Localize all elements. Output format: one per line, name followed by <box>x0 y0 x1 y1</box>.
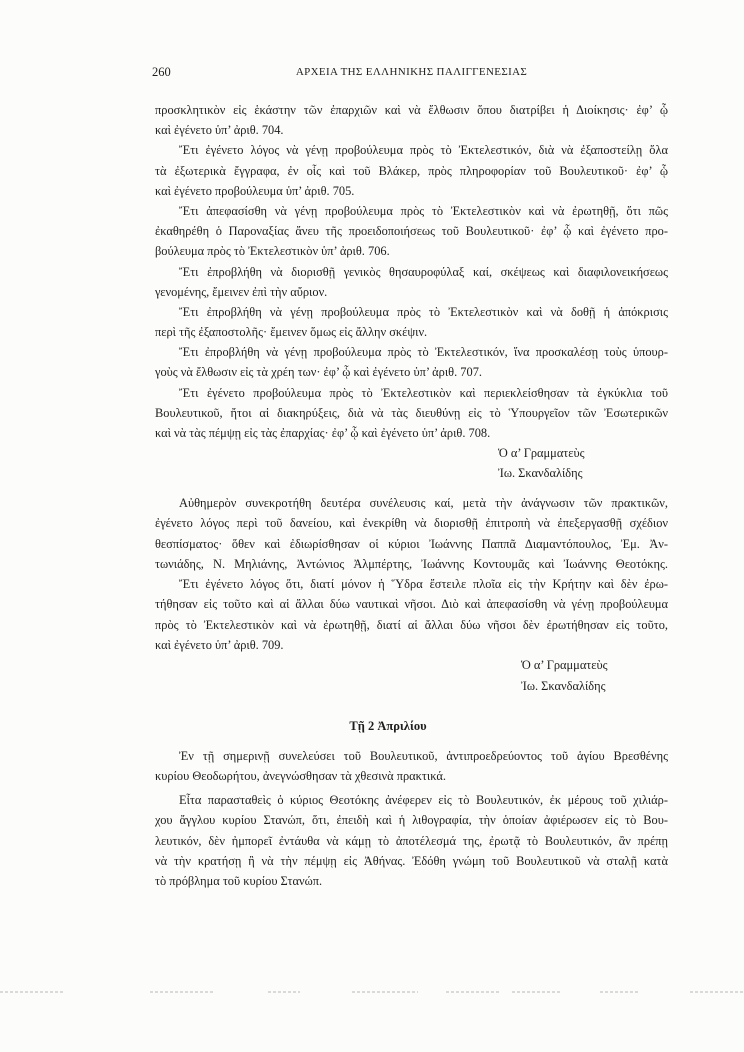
paragraph-line: λευτικόν, δὲν ἠμπορεῖ ἐντάυθα νὰ κάμῃ τὸ ἀποτέλεσμά της, ἐρωτᾷ τὸ Βουλευτικόν, ἂν πρέπῃ <box>155 833 668 848</box>
paragraph-line: καὶ ἐγένετο ὑπ’ ἀριθ. 704. <box>155 123 284 138</box>
paragraph-line: Ἔτι ἐπροβλήθη νὰ διορισθῇ γενικὸς θησαυροφύλαξ καί, σκέψεως καὶ διαφιλονεικήσεως <box>179 264 668 279</box>
paragraph <box>155 383 668 444</box>
paragraph-line: καὶ ἐγένετο ὑπ’ ἀριθ. 709. <box>155 638 284 653</box>
running-title: ΑΡΧΕΙΑ ΤΗΣ ΕΛΛΗΝΙΚΗΣ ΠΑΛΙΓΓΕΝΕΣΙΑΣ <box>295 66 528 78</box>
paragraph <box>155 302 668 342</box>
paragraph-line: Αὐθημερὸν συνεκροτήθη δευτέρα συνέλευσις καί, μετὰ τὴν ἀνάγνωσιν τῶν πρακτικῶν, <box>179 496 668 510</box>
paragraph-line: νὰ τὴν κρατήσῃ ἢ νὰ τὴν πέμψῃ εἰς Ἀθήνας. Ἐδόθη γνώμη τοῦ Βουλευτικοῦ νὰ σταλῇ κατὰ <box>155 853 668 868</box>
session-3-paragraph-2 <box>155 790 668 891</box>
paragraph-line: Ἔτι ἐγένετο λόγος ὅτι, διατί μόνον ἡ Ὕδρα ἔστειλε πλοῖα εἰς τὴν Κρήτην καὶ δὲν ἐρω- <box>179 577 668 592</box>
paragraph-line: κυρίου Θεοδωρήτου, ἀνεγνώσθησαν τὰ χθεσινὰ πρακτικά. <box>155 769 446 784</box>
paragraph-line: γενομένης, ἔμεινεν ἐπὶ τὴν αὔριον. <box>155 284 328 299</box>
paragraph-line: Ἐν τῇ σημερινῇ συνελεύσει τοῦ Βουλευτικοῦ, ἀντιπροεδρεύοντος τοῦ ἁγίου Βρεσθένης <box>179 749 668 763</box>
paragraph-line: τὸ πρόβλημα τοῦ κυρίου Στανώπ. <box>155 874 323 889</box>
paragraph-line: τήθησαν εἰς τοῦτο καὶ αἱ ἄλλαι δύω ναυτικαὶ νῆσοι. Διὸ καὶ ἀπεφασίσθη νὰ γένῃ προβούλευμα <box>155 597 668 612</box>
paragraph-line: καὶ νὰ τὰς πέμψῃ εἰς τὰς ἐπαρχίας· ἐφ’ ᾧ καὶ ἐγένετο ὑπ’ ἀριθ. 708. <box>155 426 491 440</box>
paragraph-line: τὰ ἐξωτερικὰ ἔγγραφα, ἐν οἷς καὶ τοῦ Βλάκερ, πρὸς πληροφορίαν τοῦ Βουλευτικοῦ· ἐφ’ ᾧ <box>155 163 668 178</box>
signature-title: Ὁ α’ Γραμματεὺς <box>498 446 585 461</box>
paragraph-line: πρὸς τὸ Ἐκτελεστικὸν καὶ νὰ ἐρωτηθῇ, διατί αἱ ἄλλαι δύω νῆσοι δὲν ἐρωτήθησαν εἰς τοῦτο, <box>155 617 668 632</box>
session-3-paragraph-1 <box>155 746 668 787</box>
signature <box>155 655 668 696</box>
paragraph-line: περὶ τῆς ἐξαποστολῆς· ἔμεινεν ὅμως εἰς ἄλλην σκέψιν. <box>155 325 428 340</box>
paragraph <box>155 262 668 302</box>
paragraph <box>155 493 668 574</box>
paragraph-line: Ἔτι ἐπροβλήθη νὰ γένῃ προβούλευμα πρὸς τὸ Ἐκτελεστικόν, ἵνα προσκαλέσῃ τοὺς ὑπουρ- <box>179 345 668 360</box>
paragraph-line: χου ἄγγλου κυρίου Στανώπ, ὅτι, ἐπειδὴ καὶ ἡ λιθογραφία, τὴν ὁποίαν ἀφιέρωσεν εἰς τὸ Βου- <box>155 813 668 828</box>
paragraph-line: τωνιάδης, Ν. Μηλιάνης, Ἀντώνιος Ἀλμπέρτης, Ἰωάννης Κοντουμᾶς καὶ Ἰωάννης Θεοτόκης. <box>155 556 668 571</box>
paragraph-line: καὶ ἐγένετο προβούλευμα ὑπ’ ἀριθ. 705. <box>155 183 355 198</box>
signature <box>155 443 668 483</box>
paragraph-line: προσκλητικὸν εἰς ἑκάστην τῶν ἐπαρχιῶν καὶ νὰ ἔλθωσιν ὅπου διατρίβει ἡ Διοίκησις· ἐφ’ ᾧ <box>155 103 668 117</box>
paragraph <box>155 140 668 201</box>
paragraph-line: ἐκαθηρέθη ὁ Παροναξίας ἄνευ τῆς προειδοποιήσεως τοῦ Βουλευτικοῦ· ἐφ’ ᾧ καὶ ἐγένετο προ- <box>155 224 668 239</box>
paragraph-line: Εἶτα παρασταθεὶς ὁ κύριος Θεοτόκης ἀνέφερεν εἰς τὸ Βουλευτικόν, ἐκ μέρους τοῦ χιλιάρ- <box>179 793 668 807</box>
paragraph-line: βούλευμα πρὸς τὸ Ἐκτελεστικὸν ὑπ’ ἀριθ. 706. <box>155 244 390 259</box>
paragraph-line: Ἔτι ἐγένετο λόγος νὰ γένῃ προβούλευμα πρὸς τὸ Ἐκτελεστικόν, διὰ νὰ ἐξαποστείλῃ ὅλα <box>179 143 668 158</box>
session-1-minutes <box>155 100 668 484</box>
paragraph-line: ἐγένετο λόγος περὶ τοῦ δανείου, καὶ ἐνεκρίθη νὰ διορισθῇ ἐπιτροπὴ νὰ ἐπεξεργασθῇ σχέδιον <box>155 516 668 531</box>
paragraph-line: γοὺς νὰ ἔλθωσιν εἰς τὰ χρέη των· ἐφ’ ᾧ καὶ ἐγένετο ὑπ’ ἀριθ. 707. <box>155 365 482 380</box>
paragraph <box>155 342 668 382</box>
page-number: 260 <box>152 65 171 79</box>
signature-name: Ἰω. Σκανδαλίδης <box>498 466 583 481</box>
signature-title: Ὁ α’ Γραμματεὺς <box>521 658 608 673</box>
scan-artifact-line <box>0 988 744 996</box>
paragraph-line: θεσπίσματος· ὅθεν καὶ ἐδιωρίσθησαν οἱ κύριοι Ἰωάννης Παππᾶ Διαμαντόπουλος, Ἐμ. Ἀν- <box>155 536 668 551</box>
date-heading: Τῇ 2 Ἀπριλίου <box>349 719 427 733</box>
paragraph-line: Ἔτι ἐπροβλήθη νὰ γένῃ προβούλευμα πρὸς τὸ Ἐκτελεστικὸν καὶ νὰ δοθῇ ἡ ἀπόκρισις <box>179 304 668 319</box>
paragraph <box>155 574 668 655</box>
paragraph-line: Ἔτι ἐγένετο προβούλευμα πρὸς τὸ Ἐκτελεστικὸν καὶ περιεκλείσθησαν τὰ ἐγκύκλια τοῦ <box>179 385 668 400</box>
paragraph <box>155 201 668 262</box>
paragraph-line: Ἔτι ἀπεφασίσθη νὰ γένῃ προβούλευμα πρὸς τὸ Ἐκτελεστικὸν καὶ νὰ ἐρωτηθῇ, ὅτι πῶς <box>179 203 668 218</box>
signature-name: Ἰω. Σκανδαλίδης <box>521 678 606 693</box>
paragraph <box>155 100 668 140</box>
session-2-minutes <box>155 493 668 696</box>
paragraph-line: Βουλευτικοῦ, ἤτοι αἱ διακηρύξεις, διὰ νὰ τὰς διευθύνῃ εἰς τὸ Ὑπουργεῖον τῶν Ἐσωτερικῶν <box>155 405 668 420</box>
